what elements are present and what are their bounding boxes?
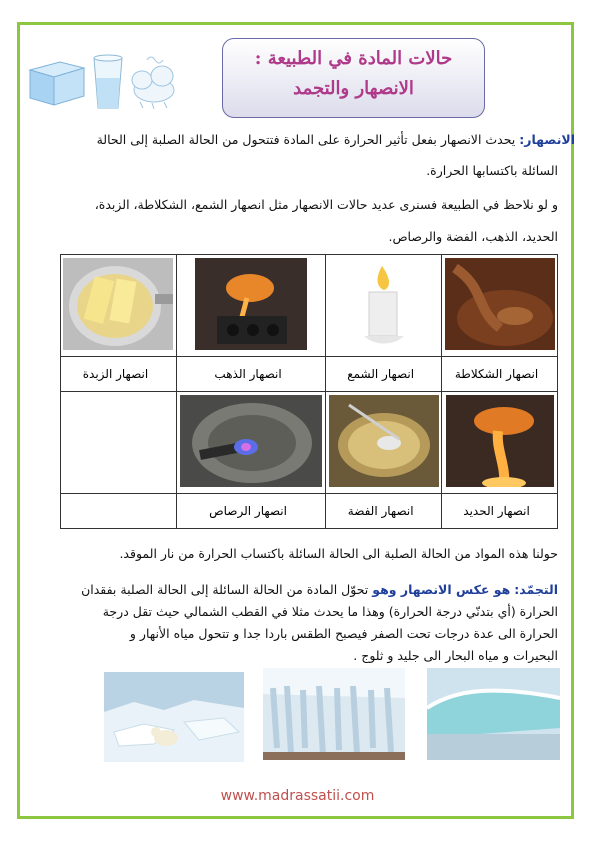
- iron-image-cell: [442, 392, 558, 494]
- melting-iron-image: [446, 395, 554, 487]
- butter-image-cell: [61, 255, 177, 357]
- melting-examples-table: [60, 254, 558, 529]
- freezing-definition-line1: [81, 582, 558, 597]
- label-lead-text: انصهار الرصاص: [209, 504, 287, 518]
- melting-line3: و لو نلاحظ في الطبيعة فسنرى عديد حالات الانصهار مثل انصهار الشمع، الشكلاطة، الزبدة،: [94, 197, 558, 212]
- label-silver: [326, 494, 442, 529]
- label-gold: [176, 357, 325, 392]
- silver-image-cell: [326, 392, 442, 494]
- label-candle-text: انصهار الشمع: [347, 367, 415, 381]
- freezing-line4: البحيرات و مياه البحار الى جليد و ثلوج .: [353, 648, 558, 663]
- melting-candle-image: [334, 258, 434, 350]
- melting-line4: الحديد، الذهب، الفضة والرصاص.: [388, 229, 558, 244]
- melting-lead-image: [180, 395, 322, 487]
- freezing-line3: الحرارة الى عدة درجات تحت الصفر فيصبح الطقس باردا جدا و تتحول مياه الأنهار و: [129, 626, 558, 641]
- gold-image-cell: [176, 255, 325, 357]
- page-subtitle: الانصهار والتجمد: [293, 78, 414, 99]
- polar-bear-ice-image: [104, 672, 244, 762]
- melting-term: الانصهار:: [519, 132, 575, 147]
- chocolate-image-cell: [442, 255, 558, 357]
- freezing-keyword: هو عكس الانصهار وهو: [372, 582, 511, 597]
- melting-chocolate-image: [445, 258, 555, 350]
- states-of-matter-icons: [22, 50, 202, 110]
- label-candle: [326, 357, 442, 392]
- label-iron-text: انصهار الحديد: [463, 504, 530, 518]
- label-chocolate: [442, 357, 558, 392]
- page-title: حالات المادة في الطبيعة :: [254, 48, 453, 69]
- footer-url[interactable]: www.madrassatii.com: [220, 788, 375, 804]
- freezing-term: التجمّد:: [514, 582, 558, 597]
- freezing-line1-text: تحوّل المادة من الحالة السائلة إلى الحالة الصلبة بفقدان: [81, 582, 369, 597]
- label-butter: [61, 357, 177, 392]
- melting-butter-image: [63, 258, 173, 350]
- frozen-waterfall-image: [263, 668, 405, 760]
- label-gold-text: انصهار الذهب: [214, 367, 282, 381]
- steam-cloud-icon: [132, 57, 174, 109]
- label-empty: [61, 494, 177, 529]
- water-glass-icon: [94, 55, 122, 108]
- melting-line2: السائلة باكتسابها الحرارة.: [426, 163, 558, 178]
- lead-image-cell: [176, 392, 325, 494]
- melting-summary: حولنا هذه المواد من الحالة الصلبة الى الحالة السائلة باكتساب الحرارة من نار الموقد.: [119, 546, 558, 561]
- label-lead: [176, 494, 325, 529]
- glacier-image: [427, 668, 560, 760]
- melting-line1-text: يحدث الانصهار بفعل تأثير الحرارة على المادة فتتحول من الحالة الصلبة إلى الحالة: [96, 132, 516, 147]
- label-butter-text: انصهار الزبدة: [82, 367, 149, 381]
- ice-cube-icon: [30, 62, 84, 105]
- candle-image-cell: [326, 255, 442, 357]
- label-silver-text: انصهار الفضة: [347, 504, 414, 518]
- melting-silver-image: [329, 395, 439, 487]
- freezing-line2: الحرارة (أي بتدنّي درجة الحرارة) وهذا ما يحدث مثلا في القطب الشمالي حيث تقل درجة: [102, 604, 558, 619]
- melting-definition-line1: [97, 132, 575, 147]
- label-iron: [442, 494, 558, 529]
- melting-gold-image: [195, 258, 307, 350]
- title-box: [222, 38, 485, 118]
- empty-image-cell: [61, 392, 177, 494]
- label-chocolate-text: انصهار الشكلاطة: [454, 367, 539, 381]
